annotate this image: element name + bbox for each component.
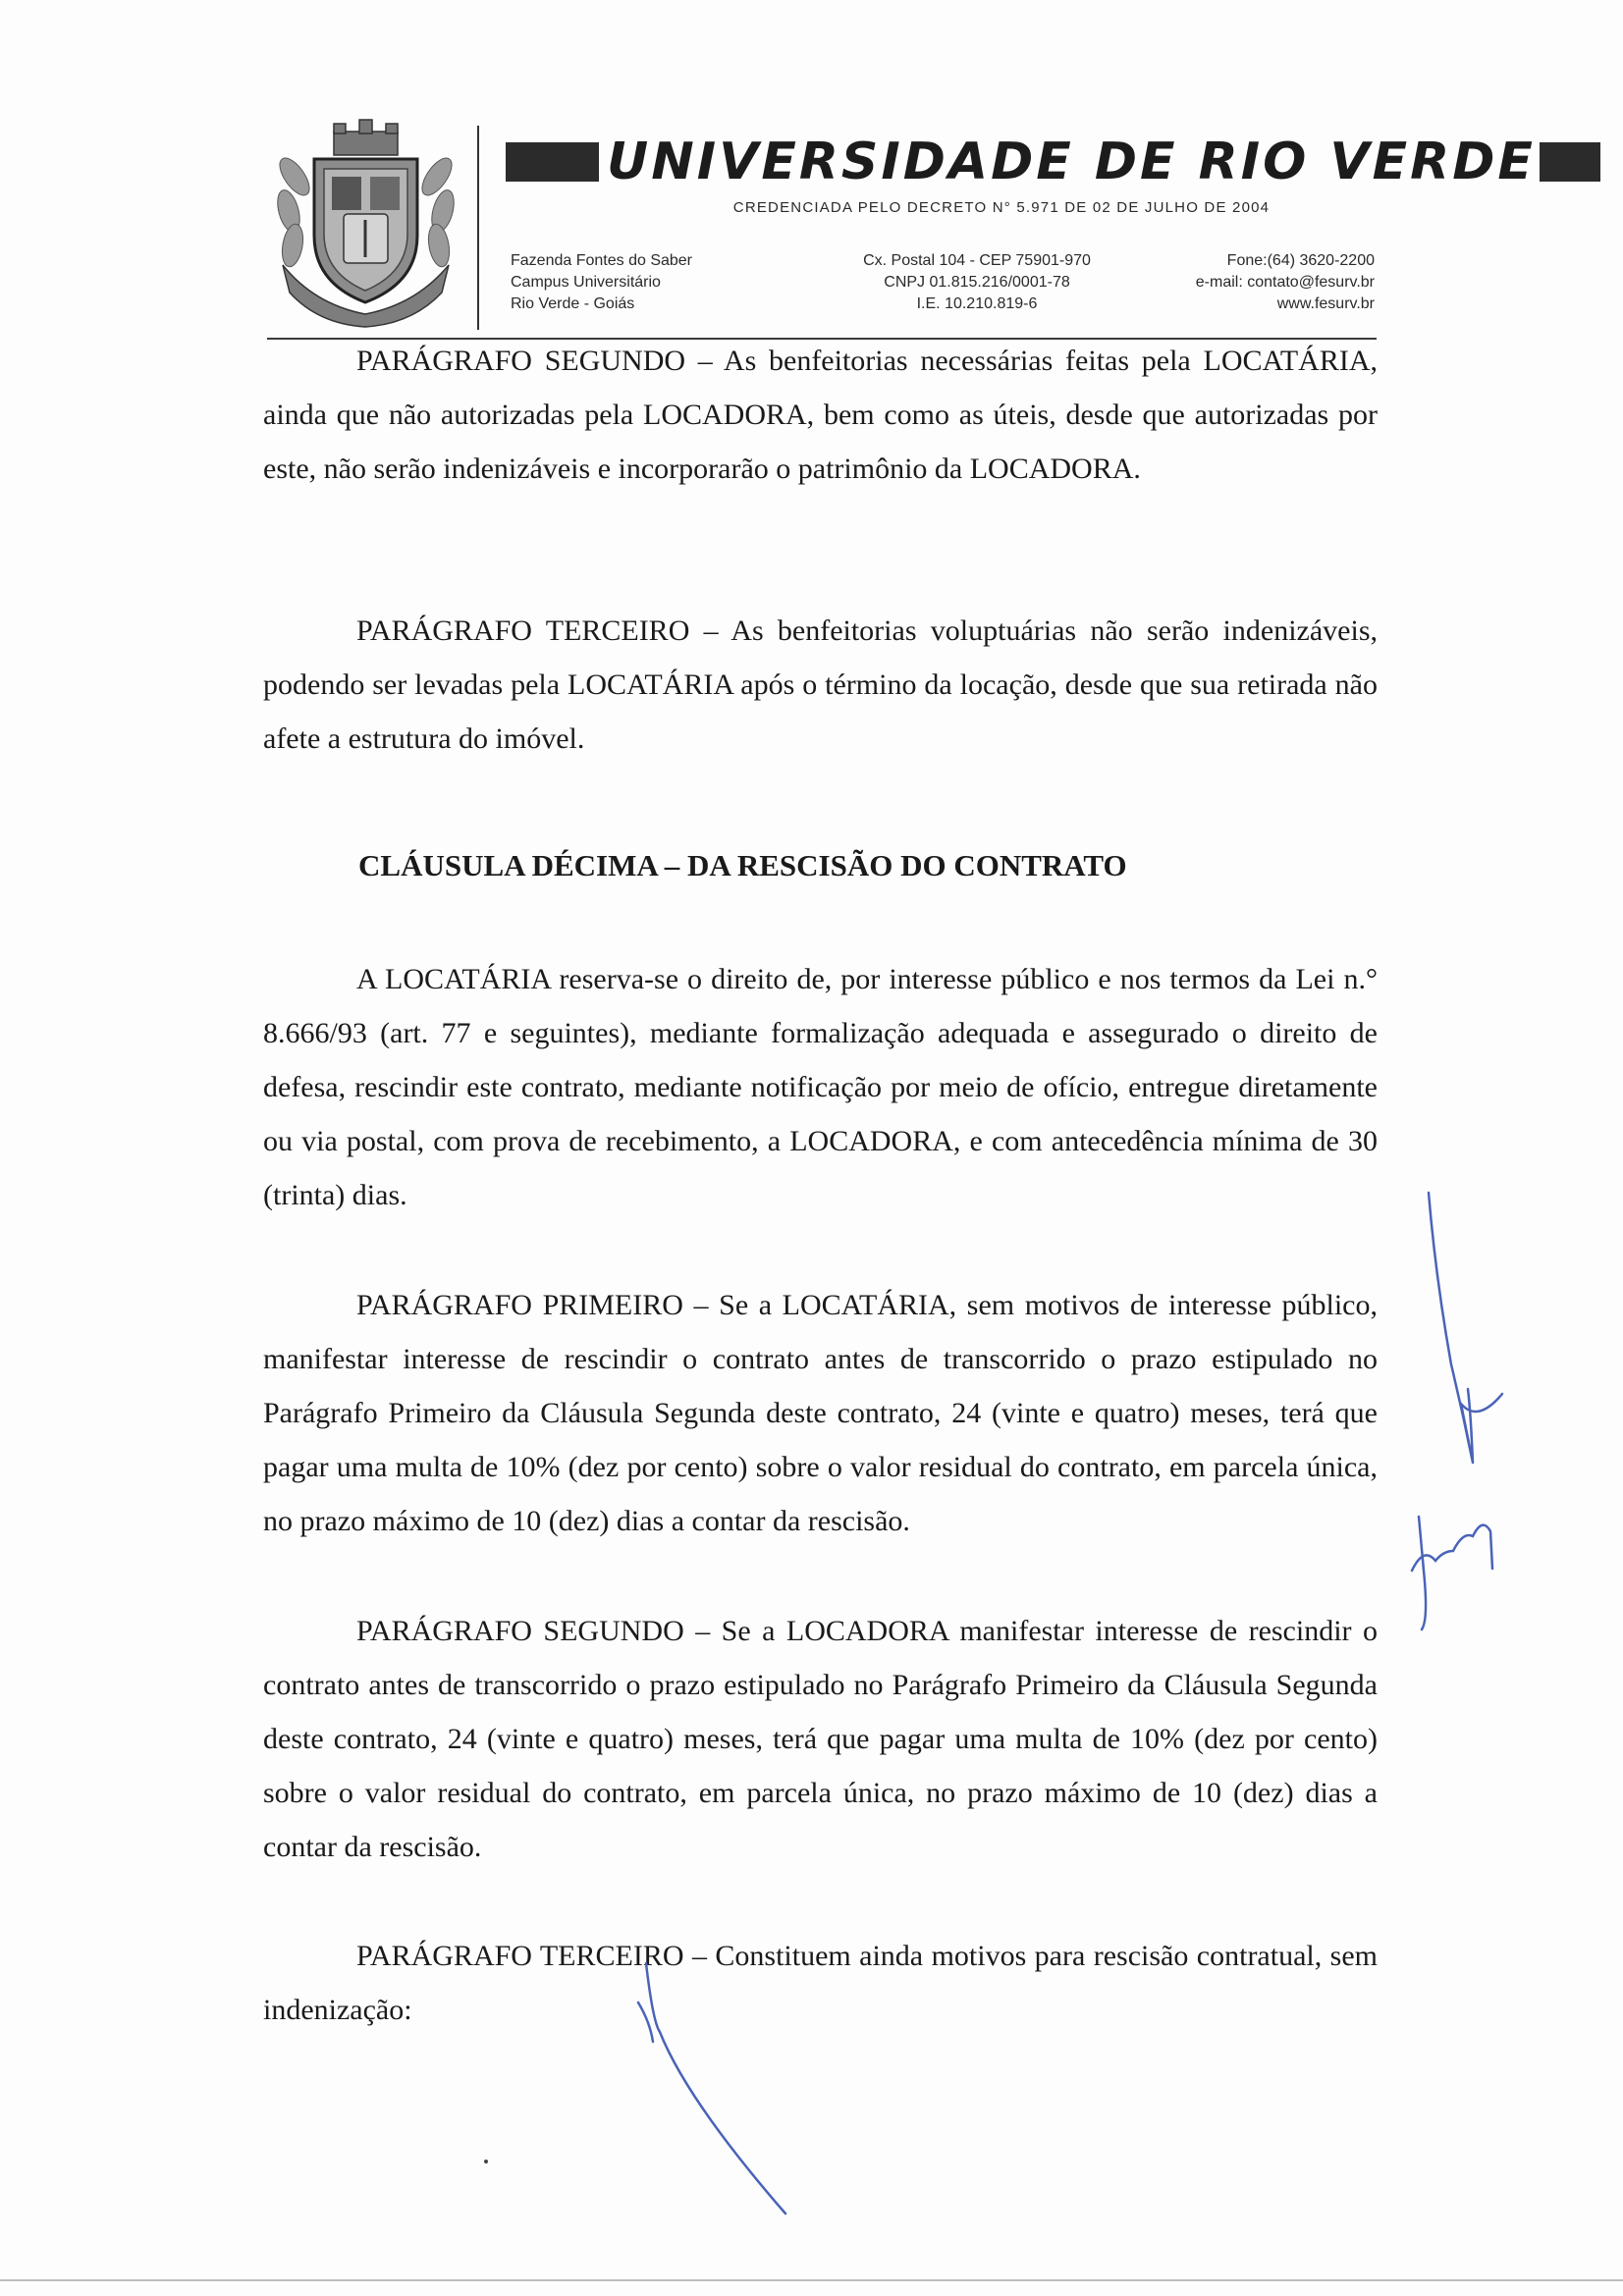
clausula-decima-heading: CLÁUSULA DÉCIMA – DA RESCISÃO DO CONTRATO bbox=[358, 848, 1127, 882]
letterhead bbox=[265, 118, 1536, 344]
address-line: Campus Universitário bbox=[511, 274, 661, 291]
ink-dot bbox=[484, 2160, 488, 2163]
page-bottom-edge bbox=[0, 2279, 1623, 2281]
address-line: Rio Verde - Goiás bbox=[511, 295, 635, 312]
address-line: Fazenda Fontes do Saber bbox=[511, 252, 693, 269]
paragraph-segundo-rescisao: PARÁGRAFO SEGUNDO – Se a LOCADORA manifestar interesse de rescindir o contrato antes de transcorrido o prazo estipulado no Parágrafo Primeiro da Cláusula Segunda deste contrato, 24 (vinte e quatro) meses, terá que pagar uma multa de 10% (dez por cento) sobre o valor residual do contrato, em parcela única, no prazo máximo de 10 (dez) dias a contar da rescisão. bbox=[263, 1615, 1378, 1863]
ie-line: I.E. 10.210.819-6 bbox=[916, 295, 1038, 312]
clausula-decima-body: A LOCATÁRIA reserva-se o direito de, por interesse público e nos termos da Lei n.° 8.666/93 (art. 77 e seguintes), mediante formalização adequada e assegurado o direito de defesa, rescindir este contrato, mediante notificação por meio de ofício, entregue diretamente ou via postal, com prova de recebimento, a LOCADORA, e com antecedência mínima de 30 (trinta) dias. bbox=[263, 963, 1378, 1211]
postal-box-line: Cx. Postal 104 - CEP 75901-970 bbox=[863, 252, 1091, 269]
title-bar-right bbox=[1540, 142, 1600, 182]
paragraph-segundo-benfeitorias: PARÁGRAFO SEGUNDO – As benfeitorias necessárias feitas pela LOCATÁRIA, ainda que não autorizadas pela LOCADORA, bem como as úteis, desde que autorizadas por este, não serão indenizáveis e incorporarão o patrimônio da LOCADORA. bbox=[263, 345, 1378, 485]
signature-initials-right bbox=[1412, 1517, 1492, 1629]
address-column-left bbox=[511, 250, 692, 315]
phone-line: Fone:(64) 3620-2200 bbox=[1226, 252, 1375, 269]
signature-rubric-right bbox=[1429, 1193, 1502, 1463]
address-column-right bbox=[1129, 250, 1375, 315]
paragraph-primeiro-rescisao: PARÁGRAFO PRIMEIRO – Se a LOCATÁRIA, sem motivos de interesse público, manifestar interesse de rescindir o contrato antes de transcorrido o prazo estipulado no Parágrafo Primeiro da Cláusula Segunda deste contrato, 24 (vinte e quatro) meses, terá que pagar uma multa de 10% (dez por cento) sobre o valor residual do contrato, em parcela única, no prazo máximo de 10 (dez) dias a contar da rescisão. bbox=[263, 1289, 1378, 1537]
website-line: www.fesurv.br bbox=[1276, 295, 1375, 312]
cnpj-line: CNPJ 01.815.216/0001-78 bbox=[884, 274, 1070, 291]
accreditation-line: CREDENCIADA PELO DECRETO N° 5.971 DE 02 DE JULHO DE 2004 bbox=[732, 199, 1271, 216]
address-column-middle bbox=[810, 250, 1144, 315]
email-line: e-mail: contato@fesurv.br bbox=[1195, 274, 1375, 291]
university-crest-logo bbox=[275, 118, 457, 329]
title-bar-left bbox=[506, 142, 599, 182]
paragraph-terceiro-rescisao: PARÁGRAFO TERCEIRO – Constituem ainda motivos para rescisão contratual, sem indenização: bbox=[263, 1940, 1378, 2026]
university-name-text: UNIVERSIDADE DE RIO VERDE bbox=[607, 133, 1536, 191]
university-name bbox=[506, 132, 1536, 192]
paragraph-terceiro-benfeitorias: PARÁGRAFO TERCEIRO – As benfeitorias voluptuárias não serão indenizáveis, podendo ser levadas pela LOCATÁRIA após o término da locação, desde que sua retirada não afete a estrutura do imóvel. bbox=[263, 614, 1378, 755]
letterhead-divider bbox=[477, 126, 479, 330]
